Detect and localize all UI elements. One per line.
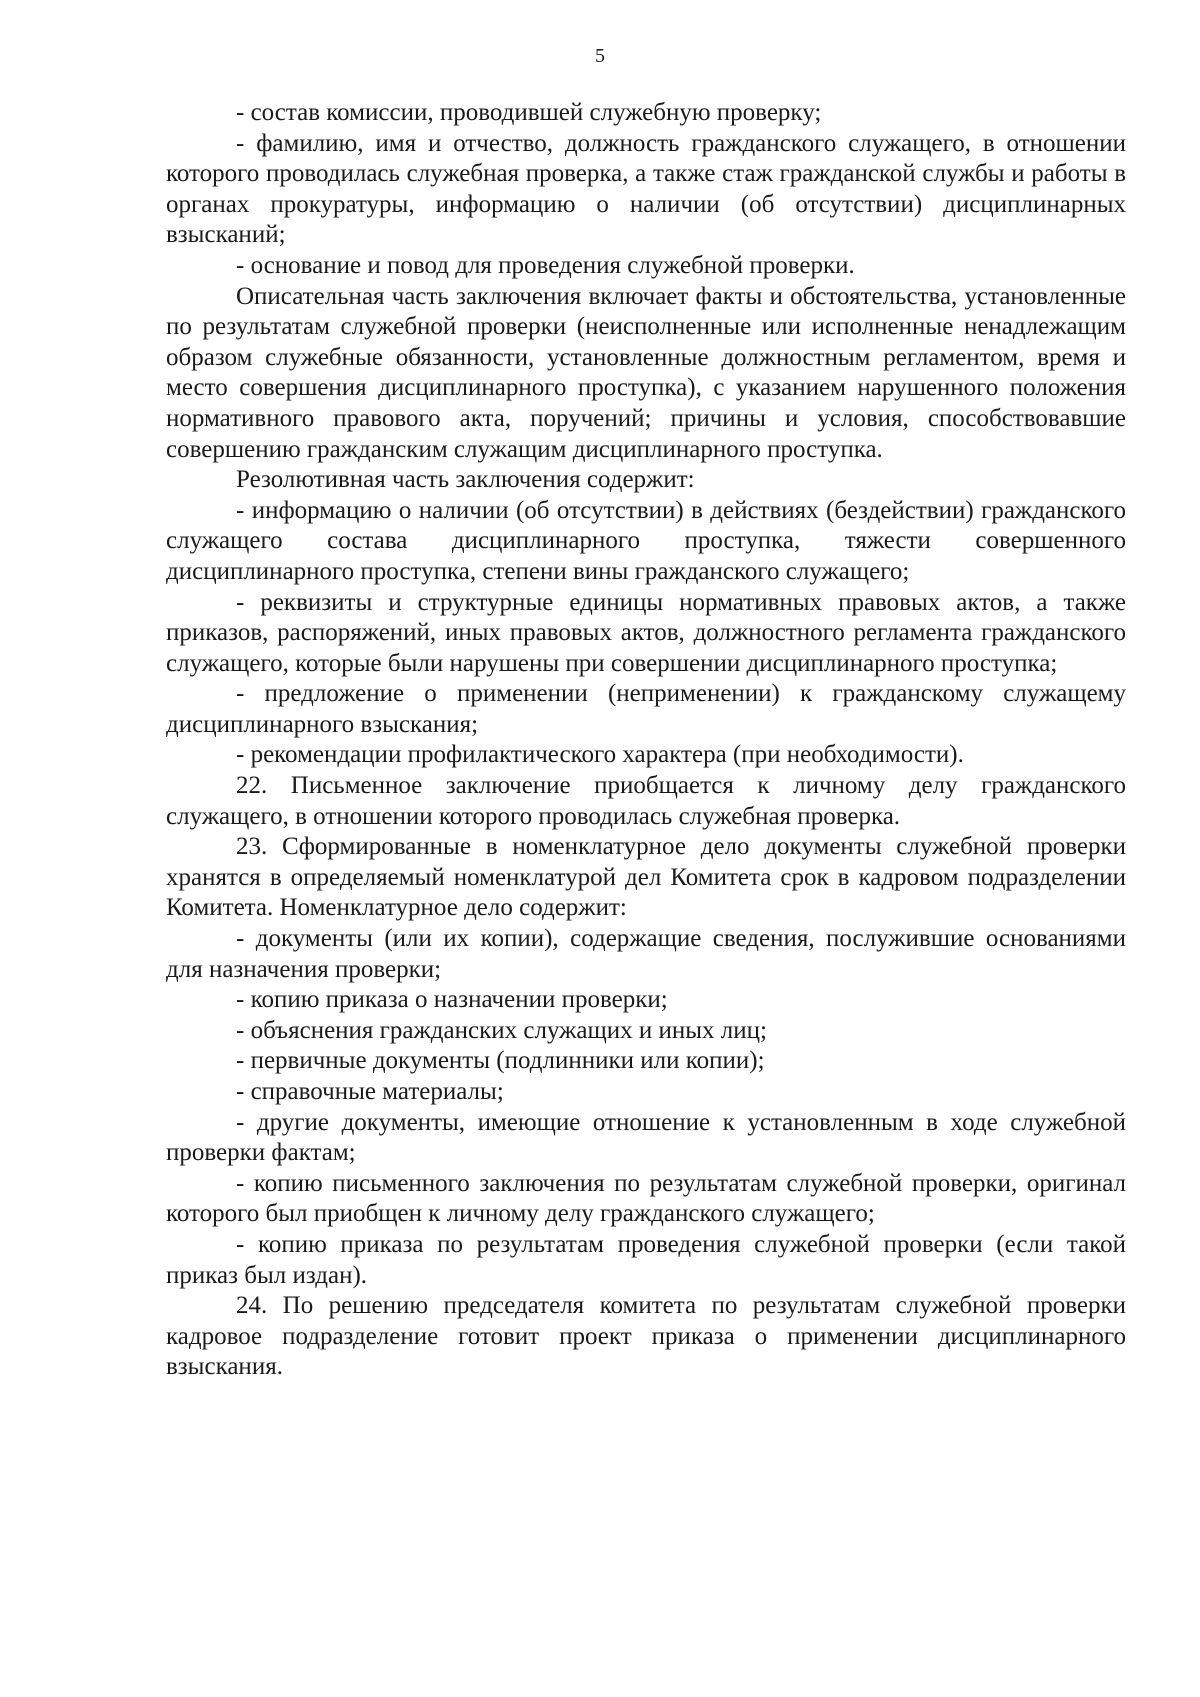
paragraph: - документы (или их копии), содержащие сведения, послужившие основаниями для назначения проверки; (166, 925, 1126, 983)
document-body (166, 98, 1126, 1383)
page-number: 5 (595, 45, 605, 67)
paragraph: 23. Сформированные в номенклатурное дело документы служебной проверки хранятся в определяемый номенклатурой дел Комитета срок в кадровом подразделении Комитета. Номенклатурное дело содержит: (166, 833, 1126, 922)
paragraph: - копию письменного заключения по результатам служебной проверки, оригинал которого был приобщен к личному делу гражданского служащего; (166, 1169, 1126, 1228)
paragraph: - предложение о применении (неприменении) к гражданскому служащему дисциплинарного взыскания; (166, 680, 1126, 738)
paragraph: - копию приказа о назначении проверки; (236, 986, 668, 1014)
paragraph: Резолютивная часть заключения содержит: (236, 466, 695, 494)
paragraph: - справочные материалы; (236, 1078, 504, 1105)
paragraph: - реквизиты и структурные единицы нормативных правовых актов, а также приказов, распоряжений, иных правовых актов, должностного регламента гражданского служащего, которые были нарушены при совершении дисциплинарного проступка; (166, 588, 1126, 677)
paragraph: - первичные документы (подлинники или копии); (236, 1047, 765, 1075)
paragraph: Описательная часть заключения включает факты и обстоятельства, установленные по результатам служебной проверки (неисполненные или исполненные ненадлежащим образом служебные обязанности, установленные должностным регламентом, время и место совершения дисциплинарного проступка), с указанием нарушенного положения нормативного правового акта, поручений; причины и условия, способствовавшие совершению гражданским служащим дисциплинарного проступка. (166, 282, 1126, 463)
paragraph: 22. Письменное заключение приобщается к личному делу гражданского служащего, в отношении которого проводилась служебная проверка. (166, 772, 1126, 830)
paragraph: - другие документы, имеющие отношение к установленным в ходе служебной проверки фактам; (166, 1108, 1126, 1167)
paragraph: - основание и повод для проведения служебной проверки. (236, 251, 855, 279)
paragraph: - копию приказа по результатам проведения служебной проверки (если такой приказ был издан). (166, 1230, 1126, 1289)
paragraph: - информацию о наличии (об отсутствии) в действиях (бездействии) гражданского служащего состава дисциплинарного проступка, тяжести совершенного дисциплинарного проступка, степени вины гражданского служащего; (166, 496, 1126, 585)
paragraph: - рекомендации профилактического характера (при необходимости). (236, 741, 964, 769)
paragraph: - состав комиссии, проводившей служебную проверку; (236, 99, 822, 126)
paragraph: 24. По решению председателя комитета по результатам служебной проверки кадровое подразделение готовит проект приказа о применении дисциплинарного взыскания. (166, 1292, 1126, 1381)
paragraph: - объяснения гражданских служащих и иных лиц; (236, 1016, 767, 1044)
paragraph: - фамилию, имя и отчество, должность гражданского служащего, в отношении которого проводилась служебная проверка, а также стаж гражданской службы и работы в органах прокуратуры, информацию о наличии (об отсутствии) дисциплинарных взысканий; (166, 129, 1126, 249)
